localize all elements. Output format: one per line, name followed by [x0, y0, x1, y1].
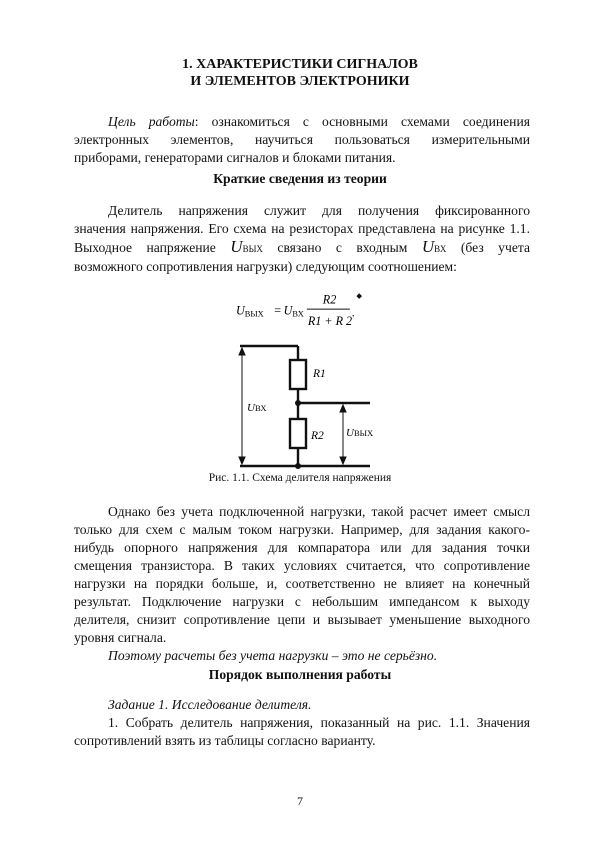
body-line-2: только для схем с малым током нагрузки. Например, для задания какого-: [74, 522, 530, 537]
body-line-4: смещения транзистора. В таких условиях считается, что сопротивление: [74, 558, 530, 573]
theory-line-3: [74, 238, 530, 258]
theory-line-3-b: связано с входным: [277, 240, 408, 255]
figure-caption: Рис. 1.1. Схема делителя напряжения: [208, 472, 392, 484]
theory-line-2: значения напряжения. Его схема на резисторах представлена на рисунке 1.1.: [74, 221, 530, 236]
formula-numerator: R2: [322, 292, 337, 307]
voltage-divider-diagram: [230, 340, 380, 470]
body-line-8: уровня сигнала.: [74, 630, 167, 645]
intro-line-1-rest: : ознакомиться с основными схемами соединения: [194, 114, 530, 129]
theory-line-1: Делитель напряжения служит для получения фиксированного: [108, 203, 530, 218]
task-line-2: сопротивлений взять из таблицы согласно варианту.: [74, 733, 376, 748]
body-line-1: Однако без учета подключенной нагрузки, такой расчет имеет смысл: [108, 504, 530, 519]
formula-equals: =: [274, 303, 282, 318]
theory-line-3-c: (без учета: [460, 240, 530, 255]
intro-label: Цель работы: [108, 114, 195, 129]
intro-line-3: приборами, генераторами сигналов и блоками питания.: [74, 150, 396, 165]
body-italic-note: Поэтому расчеты без учета нагрузки – это не серьёзно.: [108, 648, 438, 663]
formula-u-in: UВХ: [283, 303, 304, 319]
input-voltage-arrow: [239, 348, 245, 464]
formula-period: .: [351, 305, 355, 320]
symbol-u-out: UВЫХ: [230, 237, 263, 256]
symbol-u-in: UВХ: [421, 237, 447, 256]
task-title: Задание 1. Исследование делителя.: [108, 697, 312, 712]
junction-dot-middle: [295, 400, 301, 406]
formula-u-out: UВЫХ: [236, 303, 264, 319]
page-number: 7: [297, 794, 303, 808]
chapter-title-line-1: 1. ХАРАКТЕРИСТИКИ СИГНАЛОВ: [182, 57, 418, 72]
theory-line-3-a: Выходное напряжение: [74, 240, 216, 255]
label-r1: R1: [313, 368, 326, 380]
task-line-1: 1. Собрать делитель напряжения, показанный на рис. 1.1. Значения: [108, 715, 530, 730]
chapter-title-line-2: И ЭЛЕМЕНТОВ ЭЛЕКТРОНИКИ: [190, 74, 410, 89]
intro-paragraph: [74, 113, 530, 167]
body-line-3: нибудь опорного напряжения для компаратора или для задания точки: [74, 540, 530, 555]
body-paragraph: [74, 503, 530, 665]
divider-formula: [236, 288, 376, 334]
procedure-heading: Порядок выполнения работы: [208, 667, 392, 682]
label-u-in: UВХ: [247, 402, 267, 414]
task-paragraph: [74, 696, 530, 750]
theory-line-4: возможного сопротивления нагрузки) следующим соотношением:: [74, 259, 457, 274]
label-r2: R2: [311, 430, 324, 442]
body-line-6: результат. Подключение нагрузки с небольшим импедансом к выходу: [74, 594, 530, 609]
chapter-title: [70, 56, 530, 90]
intro-line-1: [74, 113, 530, 131]
footnote-diamond-icon: [356, 293, 362, 299]
formula-denominator: R1 + R 2: [307, 314, 353, 328]
theory-heading: Краткие сведения из теории: [213, 171, 387, 186]
label-u-out: UВЫХ: [346, 427, 374, 439]
body-line-7: делителя, снизит сопротивление цепи и вызывает уменьшение выходного: [74, 612, 530, 627]
intro-line-2: электронных элементов, научиться пользоваться измерительными: [74, 132, 530, 147]
junction-dot-bottom: [295, 463, 301, 469]
theory-paragraph: [74, 202, 530, 276]
body-line-5: нагрузки на порядки больше, и, соответственно не влияет на конечный: [74, 576, 530, 591]
